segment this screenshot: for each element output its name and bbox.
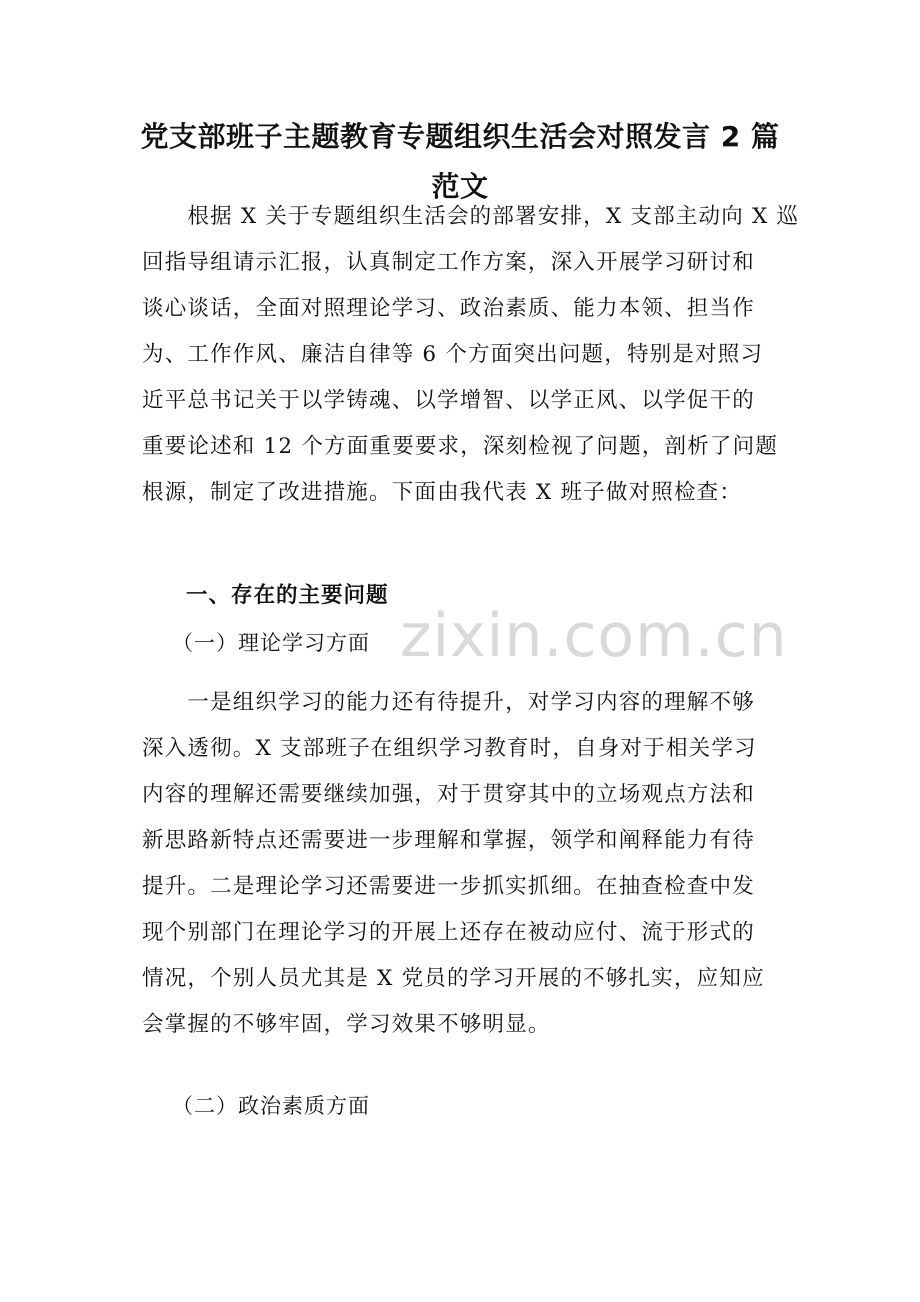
text-line: 提升。二是理论学习还需要进一步抓实抓细。在抽查检查中发 (142, 874, 755, 899)
text-line: 深入透彻。X 支部班子在组织学习教育时，自身对于相关学习 (142, 736, 757, 761)
text-line: 新思路新特点还需要进一步理解和掌握，领学和阐释能力有待 (142, 828, 755, 853)
text-line: 为、工作作风、廉洁自律等 6 个方面突出问题，特别是对照习 (142, 342, 764, 367)
text-line: 根据 X 关于专题组织生活会的部署安排，X 支部主动向 X 巡 (142, 204, 800, 229)
text-line: 重要论述和 12 个方面重要要求，深刻检视了问题，剖析了问题 (142, 434, 779, 459)
text-line: 一是组织学习的能力还有待提升，对学习内容的理解不够 (142, 690, 755, 715)
title-line: 党支部班子主题教育专题组织生活会对照发言 2 篇 (140, 120, 780, 153)
text-line: 情况，个别人员尤其是 X 党员的学习开展的不够扎实，应知应 (142, 966, 765, 991)
text-line: 内容的理解还需要继续加强，对于贯穿其中的立场观点方法和 (142, 782, 755, 807)
text-line: 谈心谈话，全面对照理论学习、政治素质、能力本领、担当作 (142, 296, 755, 321)
text-line: 现个别部门在理论学习的开展上还存在被动应付、流于形式的 (142, 920, 755, 945)
text-line: 根源，制定了改进措施。下面由我代表 X 班子做对照检查： (142, 480, 743, 505)
body-paragraph (142, 680, 782, 1048)
text-line: 回指导组请示汇报，认真制定工作方案，深入开展学习研讨和 (142, 250, 755, 275)
text-line: 近平总书记关于以学铸魂、以学增智、以学正风、以学促干的 (142, 388, 755, 413)
subsection-heading: （二）政治素质方面 (172, 1094, 370, 1118)
intro-paragraph (142, 194, 800, 516)
section-heading: 一、存在的主要问题 (186, 583, 389, 608)
text-line: 会掌握的不够牢固，学习效果不够明显。 (142, 1012, 551, 1037)
title-line: 范文 (431, 170, 489, 203)
watermark: zixin.com.cn (400, 601, 788, 671)
subsection-heading: （一）理论学习方面 (172, 631, 370, 655)
